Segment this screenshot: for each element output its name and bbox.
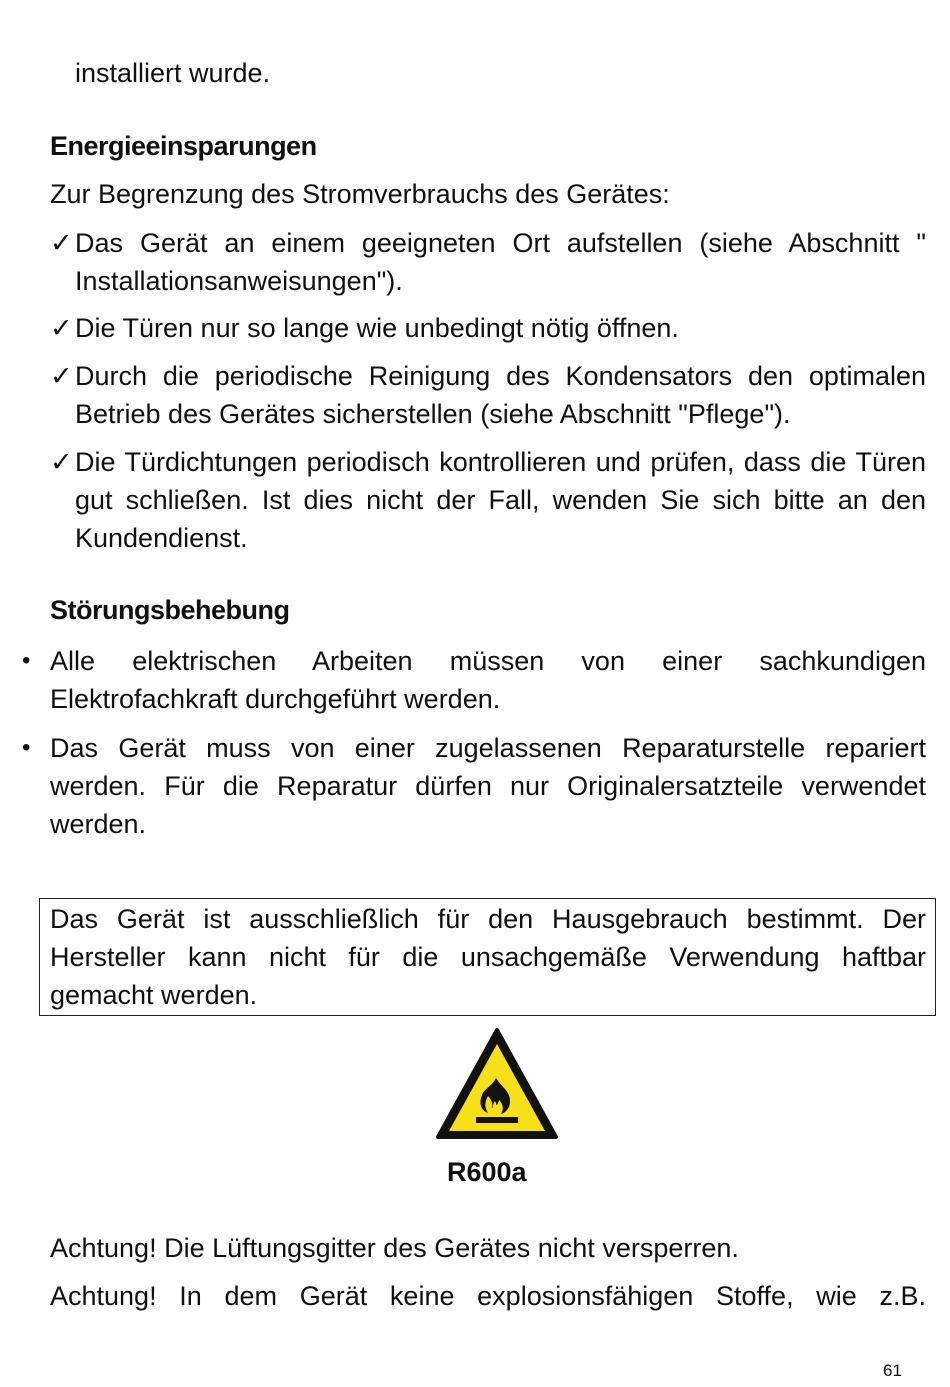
list-item-text: Die Türen nur so lange wie unbedingt nötig öffnen. (75, 313, 679, 343)
list-item-text: Das Gerät an einem geeigneten Ort aufstellen (siehe Abschnitt " Installationsanweisungen"). (75, 228, 926, 296)
section-heading-energy: Energieeinsparungen (50, 131, 317, 161)
section-heading-troubleshooting: Störungsbehebung (50, 595, 290, 625)
warning-caption: R600a (447, 1157, 527, 1187)
page-number: 61 (883, 1361, 902, 1380)
continuation-text: installiert wurde. (75, 58, 271, 88)
caution-text: Achtung! Die Lüftungsgitter des Gerätes nicht versperren. (50, 1233, 739, 1263)
list-item-text: Das Gerät muss von einer zugelassenen Reparaturstelle repariert werden. Für die Reparatur dürfen nur Originalersatzteile verwendet werden. (50, 733, 926, 839)
list-item-text: Die Türdichtungen periodisch kontrollieren und prüfen, dass die Türen gut schließen. Ist dies nicht der Fall, wenden Sie sich bitte an den Kundendienst. (75, 447, 926, 553)
energy-intro: Zur Begrenzung des Stromverbrauchs des Gerätes: (50, 179, 670, 209)
caution-text: Achtung! In dem Gerät keine explosionsfähigen Stoffe, wie z.B. (50, 1281, 926, 1311)
bullet-icon: • (22, 734, 31, 761)
list-item-text: Durch die periodische Reinigung des Kondensators den optimalen Betrieb des Gerätes sicherstellen (siehe Abschnitt "Pflege"). (75, 361, 926, 429)
checkmark-icon: ✓ (50, 447, 73, 477)
notice-text: Das Gerät ist ausschließlich für den Hausgebrauch bestimmt. Der Hersteller kann nicht für die unsachgemäße Verwendung haftbar gemacht werden. (50, 904, 926, 1010)
checkmark-icon: ✓ (50, 228, 73, 258)
checkmark-icon: ✓ (50, 313, 73, 343)
list-item-text: Alle elektrischen Arbeiten müssen von einer sachkundigen Elektrofachkraft durchgeführt werden. (50, 646, 926, 714)
bullet-icon: • (22, 647, 31, 674)
checkmark-icon: ✓ (50, 361, 73, 391)
flammable-warning-icon (435, 1027, 559, 1141)
notice-box (39, 898, 936, 1016)
